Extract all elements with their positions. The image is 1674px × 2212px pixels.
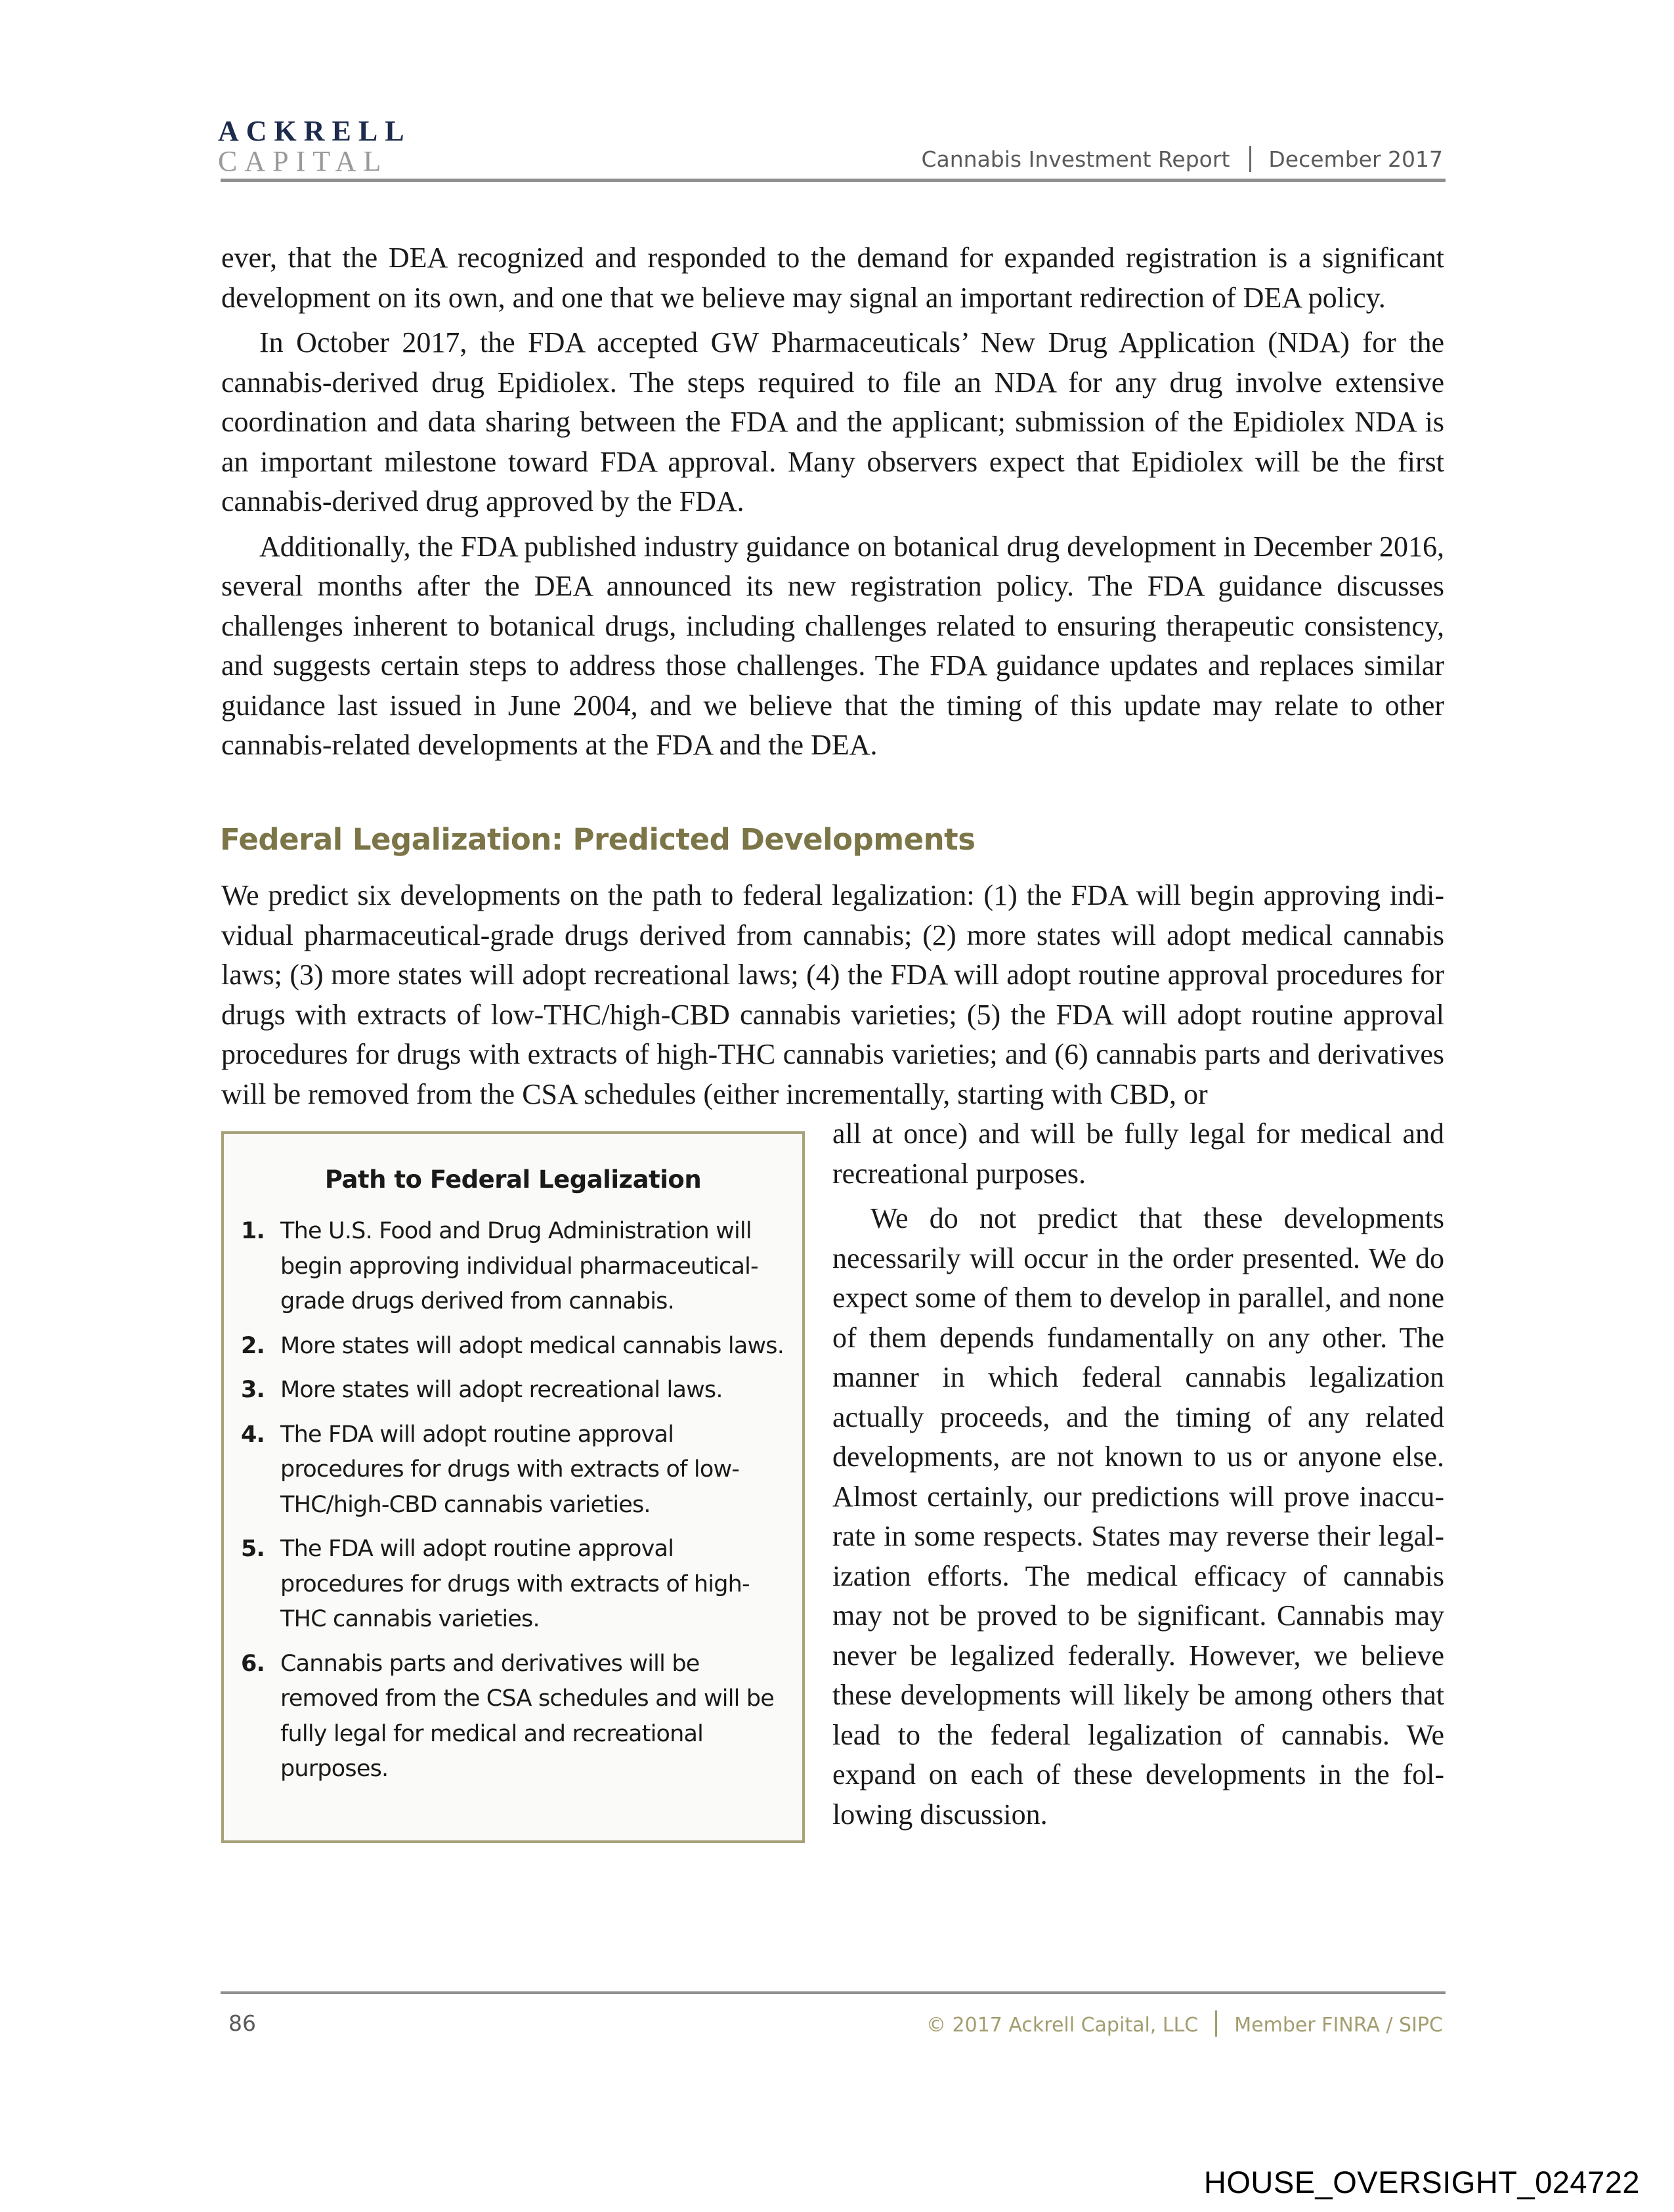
header-rule [221, 179, 1446, 182]
item-number: 2. [241, 1332, 265, 1359]
item-number: 1. [241, 1218, 265, 1244]
box-list-item [241, 1647, 789, 1787]
right-column-text [832, 1114, 1444, 1834]
box-list-item [241, 1418, 789, 1523]
box-list-item [241, 1532, 789, 1637]
logo-line-ackrell: ACKRELL [218, 115, 412, 147]
item-text: More states will adopt recreational laws. [280, 1377, 723, 1403]
item-number: 4. [241, 1421, 265, 1448]
footer-rule [221, 1991, 1446, 1994]
box-list-item [241, 1214, 789, 1320]
header-separator [1249, 146, 1251, 172]
item-text: The U.S. Food and Drug Administration will begin approving individual pharmaceutical-grade drugs derived from cannabis. [280, 1218, 758, 1314]
item-number: 5. [241, 1536, 265, 1562]
box-list-item [241, 1329, 789, 1364]
intro-paragraph-2: In October 2017, the FDA accepted GW Pharmaceuticals’ New Drug Application (NDA) for the cannabis-derived drug Epidiolex. The steps required to file an NDA for any drug involve extensive coordination and data sharing between the FDA and the applicant; submission of the Epidiolex NDA is an important milestone toward FDA approval. Many observers expect that Epidiolex will be the first cannabis-derived drug approved by the FDA. [221, 326, 1444, 517]
path-to-legalization-box [221, 1131, 805, 1843]
item-number: 6. [241, 1650, 265, 1677]
section-lead [221, 876, 1444, 1114]
running-header [921, 146, 1443, 172]
footer-separator [1215, 2010, 1217, 2037]
copyright-text: © 2017 Ackrell Capital, LLC [926, 2014, 1199, 2037]
bates-stamp: HOUSE_OVERSIGHT_024722 [1203, 2165, 1640, 2200]
intro-paragraph-3: Additionally, the FDA published industry guidance on botanical drug development in December 2016, several months after the DEA announced its new registration policy. The FDA guidance discusses challenges inherent to botanical drugs, including challenges related to ensuring therapeutic consistency, and suggests certain steps to address those challenges. The FDA guidance updates and replaces similar guidance last issued in June 2004, and we believe that the timing of this update may relate to other cannabis-related developments at the FDA and the DEA. [221, 530, 1444, 761]
intro-paragraph-1: ever, that the DEA recognized and responded to the demand for expanded registration is a significant development on its own, and one that we believe may signal an important redirection of DEA policy. [221, 242, 1444, 314]
logo-line-capital: CAPITAL [218, 145, 389, 177]
footer-credits [926, 2010, 1443, 2037]
report-date: December 2017 [1268, 146, 1443, 172]
right-paragraph: We do not predict that these developments necessarily will occur in the order presented. We do expect some of them to develop in parallel, and none of them depends fundamentally on any other. The manner in which federal cannabis legalization actually proceeds, and the timing of any related developments, are not known to us or anyone else. Almost certainly, our predictions will prove inaccurate in some respects. States may reverse their legalization efforts. The medical efficacy of cannabis may not be proved to be significant. Cannabis may never be legalized federally. However, we believe these developments will likely be among others that lead to the federal legalization of cannabis. We expand on each of these developments in the following discussion. [832, 1202, 1444, 1831]
intro-text [221, 238, 1444, 766]
item-text: The FDA will adopt routine approval procedures for drugs with extracts of high-THC cannabis varieties. [280, 1536, 750, 1632]
box-list-item [241, 1373, 789, 1408]
page-number: 86 [228, 2010, 256, 2036]
item-text: Cannabis parts and derivatives will be removed from the CSA schedules and will be fully legal for medical and recreational purposes. [280, 1650, 775, 1782]
item-number: 3. [241, 1377, 265, 1403]
lead-continuation: all at once) and will be fully legal for medical and recreational purposes. [832, 1117, 1444, 1190]
item-text: More states will adopt medical cannabis laws. [280, 1332, 784, 1359]
section-heading: Federal Legalization: Predicted Developments [220, 822, 976, 857]
ackrell-capital-logo [218, 117, 412, 176]
lead-paragraph: We predict six developments on the path to federal legalization: (1) the FDA will begin approving individual pharmaceutical-grade drugs derived from cannabis; (2) more states will adopt medical cannabis laws; (3) more states will adopt recreational laws; (4) the FDA will adopt routine approval procedures for drugs with extracts of low-THC/high-CBD cannabis varieties; (5) the FDA will adopt routine approval procedures for drugs with extracts of high-THC cannabis varieties; and (6) cannabis parts and derivatives will be removed from the CSA schedules (either incrementally, starting with CBD, or [221, 879, 1444, 1110]
report-title: Cannabis Investment Report [921, 146, 1230, 172]
box-title: Path to Federal Legalization [324, 1165, 702, 1194]
membership-text: Member FINRA / SIPC [1234, 2014, 1443, 2037]
item-text: The FDA will adopt routine approval procedures for drugs with extracts of low-THC/high-CBD cannabis varieties. [280, 1421, 740, 1518]
box-list [241, 1214, 789, 1796]
